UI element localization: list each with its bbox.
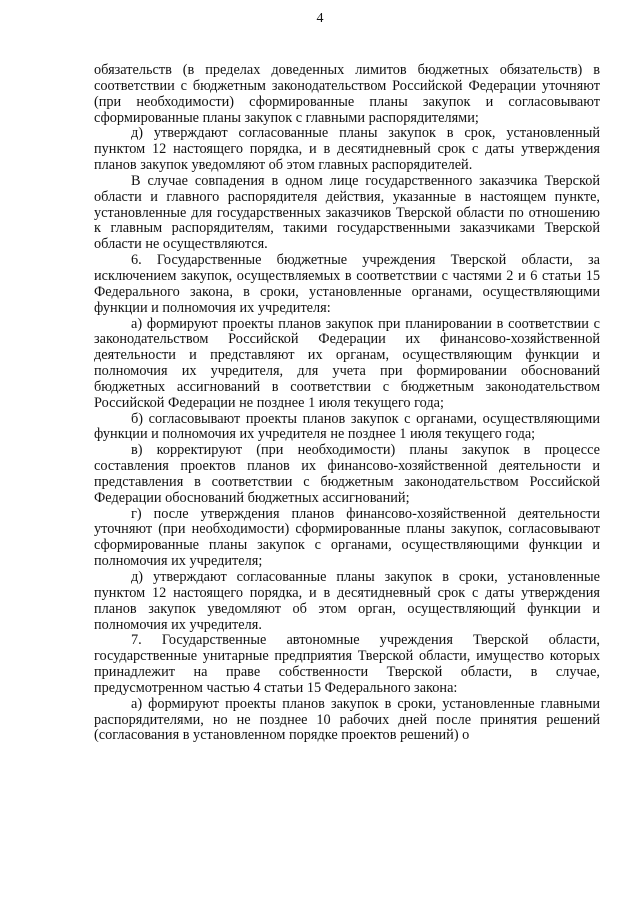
paragraph: в) корректируют (при необходимости) планы закупок в процессе составления проектов планов их финансово-хозяйственной деятельности и представления в соответствии с бюджетным законодательством Российской Федерации обоснований бюджетных ассигнований;	[94, 442, 600, 506]
paragraph: а) формируют проекты планов закупок в сроки, установленные главными распорядителями, но не позднее 10 рабочих дней после принятия решений (согласования в установленном порядке проектов решений) о	[94, 695, 600, 744]
paragraph: 6. Государственные бюджетные учреждения Тверской области, за исключением закупок, осуществляемых в соответствии с частями 2 и 6 статьи 15 Федерального закона, в сроки, установленные органами, осуществляющими функции и полномочия их учредителя:	[94, 252, 600, 316]
paragraph: б) согласовывают проекты планов закупок с органами, осуществляющими функции и полномочия их учредителя не позднее 1 июля текущего года;	[94, 410, 600, 443]
page-number: 4	[316, 11, 324, 26]
paragraph: 7. Государственные автономные учреждения Тверской области, государственные унитарные предприятия Тверской области, имущество которых принадлежит на праве собственности Тверской области, в случае, предусмотренном частью 4 статьи 15 Федерального закона:	[94, 632, 600, 696]
document-body	[94, 63, 600, 744]
paragraph-continuation: обязательств (в пределах доведенных лимитов бюджетных обязательств) в соответствии с бюджетным законодательством Российской Федерации уточняют (при необходимости) сформированные планы закупок и согласовывают сформированные планы закупок с главными распорядителями;	[94, 62, 600, 126]
paragraph: д) утверждают согласованные планы закупок в сроки, установленные пунктом 12 настоящего порядка, и в десятидневный срок с даты утверждения планов закупок уведомляют об этом орган, осуществляющий функции и полномочия их учредителя.	[94, 569, 600, 633]
paragraph: а) формируют проекты планов закупок при планировании в соответствии с законодательством Российской Федерации их финансово-хозяйственной деятельности и представляют их органам, осуществляющим функции и полномочия их учредителя, для учета при формировании обоснований бюджетных ассигнований в соответствии с бюджетным законодательством Российской Федерации не позднее 1 июля текущего года;	[94, 315, 600, 411]
paragraph: г) после утверждения планов финансово-хозяйственной деятельности уточняют (при необходимости) сформированные планы закупок, согласовывают сформированные планы закупок с органами, осуществляющими функции и полномочия их учредителя;	[94, 505, 600, 570]
paragraph: д) утверждают согласованные планы закупок в срок, установленный пунктом 12 настоящего порядка, и в десятидневный срок с даты утверждения планов закупок уведомляют об этом главных распорядителей.	[94, 125, 600, 174]
paragraph: В случае совпадения в одном лице государственного заказчика Тверской области и главного распорядителя действия, указанные в настоящем пункте, установленные для государственных заказчиков Тверской области по отношению к главным распорядителям, такими государственными заказчиками Тверской области не осуществляются.	[94, 172, 600, 253]
